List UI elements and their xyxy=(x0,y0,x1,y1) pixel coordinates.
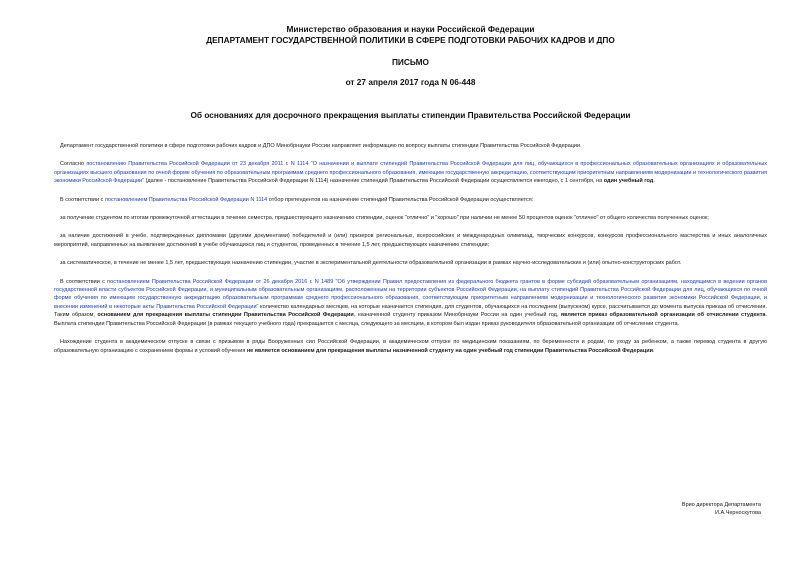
paragraph-selection xyxy=(54,196,767,204)
paragraph-intro: Департамент государственной политики в сфере подготовки рабочих кадров и ДПО Минобрнауки России направляет информацию по вопросу выплаты стипендии Правительства Российской Федерации. xyxy=(60,143,582,149)
document-page xyxy=(54,24,767,365)
resolution-1114-link[interactable]: постановлению Правительства Российской Федерации от 23 декабря 2011 г. N 1114 "О назначении и выплате стипендий Правительства Российской Федерации для лиц, обучающихся в профессиональных образовательных организациях и образовательных организациях высшего образования по очной форме обучения по образовательным программам среднего профессионального образования, имеющим государственную аккредитацию, соответствующим приоритетным направлениям модернизации и технологического развития экономики Российской Федерации" xyxy=(54,161,767,185)
signatory-name: И.А.Черноскутова xyxy=(715,510,761,517)
paragraph-criterion-achievements: за наличие достижений в учебе, подтвержденных дипломами (другими документами) победителей и (или) призеров региональных, всероссийских и международных олимпиад, творческих конкурсов, конкурсов профессионального мастерства и иных аналогичных мероприятий, направленных на выявление достижений в учебе обучающихся лиц и студентов, проведенных в течение 1,5 лет, предшествующих назначению стипендии; xyxy=(54,233,767,248)
paragraph-award-term xyxy=(54,160,767,185)
resolution-1114-short-link[interactable]: постановлением Правительства Российской Федерации N 1114 xyxy=(104,196,268,203)
text-fragment: Согласно xyxy=(60,161,87,168)
text-fragment: (далее - постановление Правительства Российской Федерации N 1114) назначение стипендий Правительства Российской Федерации осуществляется ежегодно, с 1 сентября, на xyxy=(144,178,604,185)
doc-type: ПИСЬМО xyxy=(391,57,430,67)
department-name: ДЕПАРТАМЕНТ ГОСУДАРСТВЕННОЙ ПОЛИТИКИ В СФЕРЕ ПОДГОТОВКИ РАБОЧИХ КАДРОВ И ДПО xyxy=(206,35,615,45)
paragraph-criterion-grades: за получение студентом по итогам промежуточной аттестации в течение семестра, предшествующего назначению стипендии, оценок "отлично" и "хорошо" при наличии не менее 50 процентов оценок "отлично" от общего количества полученных оценок; xyxy=(60,215,709,222)
signatory-title: Врио директора Департамента xyxy=(681,502,761,508)
paragraph-termination-basis xyxy=(54,278,767,328)
paragraph-criterion-research: за систематическое, в течение не менее 1,5 лет, предшествующих назначению стипендии, участие в экспериментальной деятельности образовательной организации в рамках научно-исследовательских и (или) опытно-конструкторских работ. xyxy=(60,260,682,267)
letter-body xyxy=(54,142,767,355)
emphasis-text: является приказ образовательной организации об отчислении студента xyxy=(560,312,766,319)
text-fragment: . xyxy=(653,178,655,185)
text-fragment: Нахождение студента в академическом отпуске в связи с призывом в ряды Вооруженных сил Российской Федерации, в академическом отпуске по медицинским показаниям, по беременности и родам, по уходу за ребенком, а также перевод студента в другую образовательную организацию с сохранением формы и условий обучения xyxy=(54,339,767,354)
signature-block xyxy=(682,501,761,518)
emphasis-text: не является основанием для прекращения выплаты назначенной студенту на один учебный год стипендии Правительства Российской Федерации xyxy=(246,347,654,354)
text-fragment: отбор претендентов на назначение стипендий Правительства Российской Федерации осуществляется: xyxy=(267,196,534,203)
text-fragment: В соответствии с xyxy=(60,278,108,285)
text-fragment: В соответствии с xyxy=(60,196,105,203)
text-fragment: . xyxy=(653,347,655,354)
text-fragment: количество календарных месяцев, на которые назначается стипендия, для студентов, обучающихся на последнем (выпускном) курсе, рассчитывается до момента выпуска приказа об отчислении. Таким образом, xyxy=(54,303,767,319)
paragraph-academic-leave xyxy=(54,338,767,355)
emphasis-text: один учебный год xyxy=(603,178,654,185)
text-fragment: , назначенной студенту приказом Минобрнауки России на один учебный год, xyxy=(353,312,561,319)
doc-date-number: от 27 апреля 2017 года N 06-448 xyxy=(345,77,476,87)
emphasis-text: основанием для прекращения выплаты стипендии Правительства Российской Федерации xyxy=(97,312,354,319)
doc-subject: Об основаниях для досрочного прекращения выплаты стипендии Правительства Российской Федерации xyxy=(190,110,631,120)
ministry-name: Министерство образования и науки Российской Федерации xyxy=(286,24,535,34)
text-fragment: . Выплата стипендии Правительства Российской Федерации (в рамках текущего учебного года) прекращается с месяца, следующего за месяцем, в котором был издан приказ руководителя образовательной организации об отчислении студента. xyxy=(54,312,767,327)
resolution-1489-link[interactable]: постановлением Правительства Российской Федерации от 26 декабря 2016 г. N 1489 "Об утверждении Правил предоставления из федерального бюджета грантов в форме субсидий образовательным организациям, находящимся в ведении органов государственной власти субъектов Российской Федерации, и муниципальным образовательным организациям, расположенным на территории субъектов Российской Федерации, на выплату стипендий Правительства Российской Федерации для лиц, обучающихся по очной форме обучения по имеющим государственную аккредитацию образовательным программам среднего профессионального образования, соответствующим приоритетным направлениям модернизации и технологического развития экономики Российской Федерации, и внесении изменений в некоторые акты Правительства Российской Федерации" xyxy=(54,278,768,310)
